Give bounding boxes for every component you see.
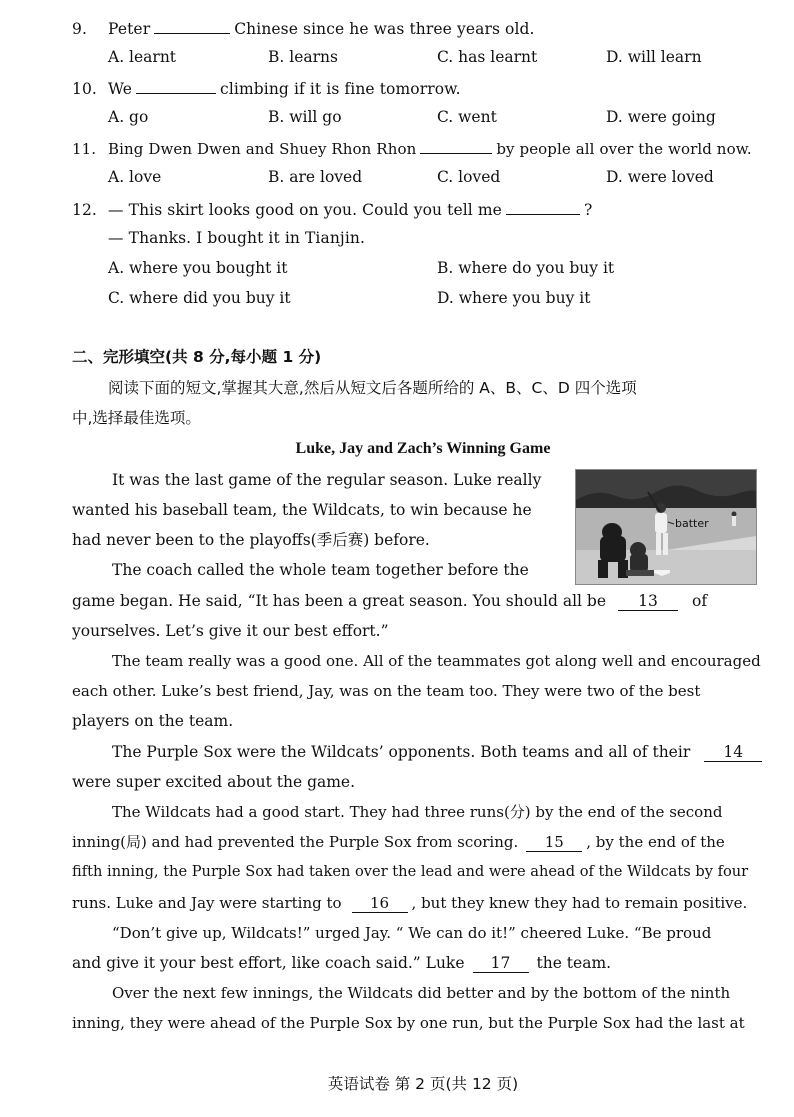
option-b: B. will go	[268, 108, 342, 126]
baseball-scene-image	[576, 470, 756, 584]
cloze-blank-13: 13	[618, 592, 678, 611]
option-c: C. went	[437, 108, 497, 126]
question-number: 12.	[72, 201, 97, 219]
question-number: 11.	[72, 140, 97, 158]
passage-line: each other. Luke’s best friend, Jay, was on the team too. They were two of the best	[72, 682, 701, 700]
question-10-options	[108, 107, 774, 127]
passage-line: players on the team.	[72, 712, 234, 730]
question-12-options-row1	[108, 258, 774, 278]
passage-title: Luke, Jay and Zach’s Winning Game	[295, 440, 551, 457]
answer-blank	[506, 198, 580, 215]
option-b: B. where do you buy it	[437, 259, 615, 277]
page-footer: 英语试卷 第 2 页(共 12 页)	[327, 1075, 519, 1093]
question-9: 9. Peter Chinese since he was three years old.	[72, 17, 774, 39]
answer-blank	[154, 17, 230, 34]
passage-line: The Wildcats had a good start. They had three runs(分) by the end of the second	[112, 803, 723, 821]
passage-line: had never been to the playoffs(季后赛) before.	[72, 531, 430, 549]
answer-blank	[136, 77, 216, 94]
section-instruction-cont: 中,选择最佳选项。	[72, 409, 201, 427]
passage-line: game began. He said, “It has been a great season. You should all be 13 of	[72, 592, 708, 610]
question-11-options	[108, 167, 774, 187]
passage-line: fifth inning, the Purple Sox had taken over the lead and were ahead of the Wildcats by four	[72, 863, 749, 880]
option-a: A. learnt	[108, 48, 177, 66]
option-c: C. loved	[437, 168, 501, 186]
question-10: 10. We climbing if it is fine tomorrow.	[72, 77, 774, 99]
passage-line: wanted his baseball team, the Wildcats, to win because he	[72, 501, 532, 519]
baseball-photo	[575, 469, 757, 585]
passage-line: “Don’t give up, Wildcats!” urged Jay. “ We can do it!” cheered Luke. “Be proud	[112, 924, 712, 942]
passage-line: Over the next few innings, the Wildcats did better and by the bottom of the ninth	[112, 984, 731, 1002]
question-9-options	[108, 47, 774, 67]
passage-line: were super excited about the game.	[72, 773, 356, 791]
question-12: 12. — This skirt looks good on you. Could you tell me ?	[72, 198, 774, 220]
option-d: D. will learn	[606, 48, 702, 66]
passage-line: The coach called the whole team together before the	[112, 561, 529, 579]
batter-label: batter	[675, 517, 709, 530]
passage-line: The Purple Sox were the Wildcats’ opponents. Both teams and all of their 14	[112, 742, 766, 762]
section-heading: 二、完形填空(共 8 分,每小题 1 分)	[72, 348, 322, 366]
cloze-blank-17: 17	[473, 954, 529, 973]
option-a: A. where you bought it	[108, 259, 288, 277]
question-11: 11. Bing Dwen Dwen and Shuey Rhon Rhon by people all over the world now.	[72, 137, 774, 159]
option-d: D. were going	[606, 108, 716, 126]
section-instruction: 阅读下面的短文,掌握其大意,然后从短文后各题所给的 A、B、C、D 四个选项	[108, 379, 637, 397]
option-d: D. were loved	[606, 168, 714, 186]
question-number: 10.	[72, 80, 97, 98]
option-b: B. learns	[268, 48, 338, 66]
passage-line: inning, they were ahead of the Purple Sox by one run, but the Purple Sox had the last at	[72, 1014, 745, 1032]
answer-blank	[420, 137, 492, 154]
passage-line: yourselves. Let’s give it our best effort.”	[72, 622, 389, 640]
question-number: 9.	[72, 20, 87, 38]
option-c: C. has learnt	[437, 48, 538, 66]
option-a: A. love	[108, 168, 162, 186]
cloze-blank-14: 14	[704, 743, 762, 762]
passage-line: inning(局) and had prevented the Purple Sox from scoring. 15 , by the end of the	[72, 833, 725, 851]
option-a: A. go	[108, 108, 149, 126]
passage-line: The team really was a good one. All of the teammates got along well and encouraged	[112, 652, 761, 670]
cloze-blank-16: 16	[352, 894, 408, 913]
option-b: B. are loved	[268, 168, 363, 186]
question-12-options-row2	[108, 288, 774, 308]
passage-line: runs. Luke and Jay were starting to 16 , but they knew they had to remain positive.	[72, 894, 748, 912]
option-d: D. where you buy it	[437, 289, 591, 307]
question-12-reply: — Thanks. I bought it in Tianjin.	[108, 229, 365, 247]
cloze-blank-15: 15	[526, 833, 582, 852]
passage-line: It was the last game of the regular season. Luke really	[112, 471, 542, 489]
passage-line: and give it your best effort, like coach said.” Luke 17 the team.	[72, 954, 612, 972]
option-c: C. where did you buy it	[108, 289, 291, 307]
